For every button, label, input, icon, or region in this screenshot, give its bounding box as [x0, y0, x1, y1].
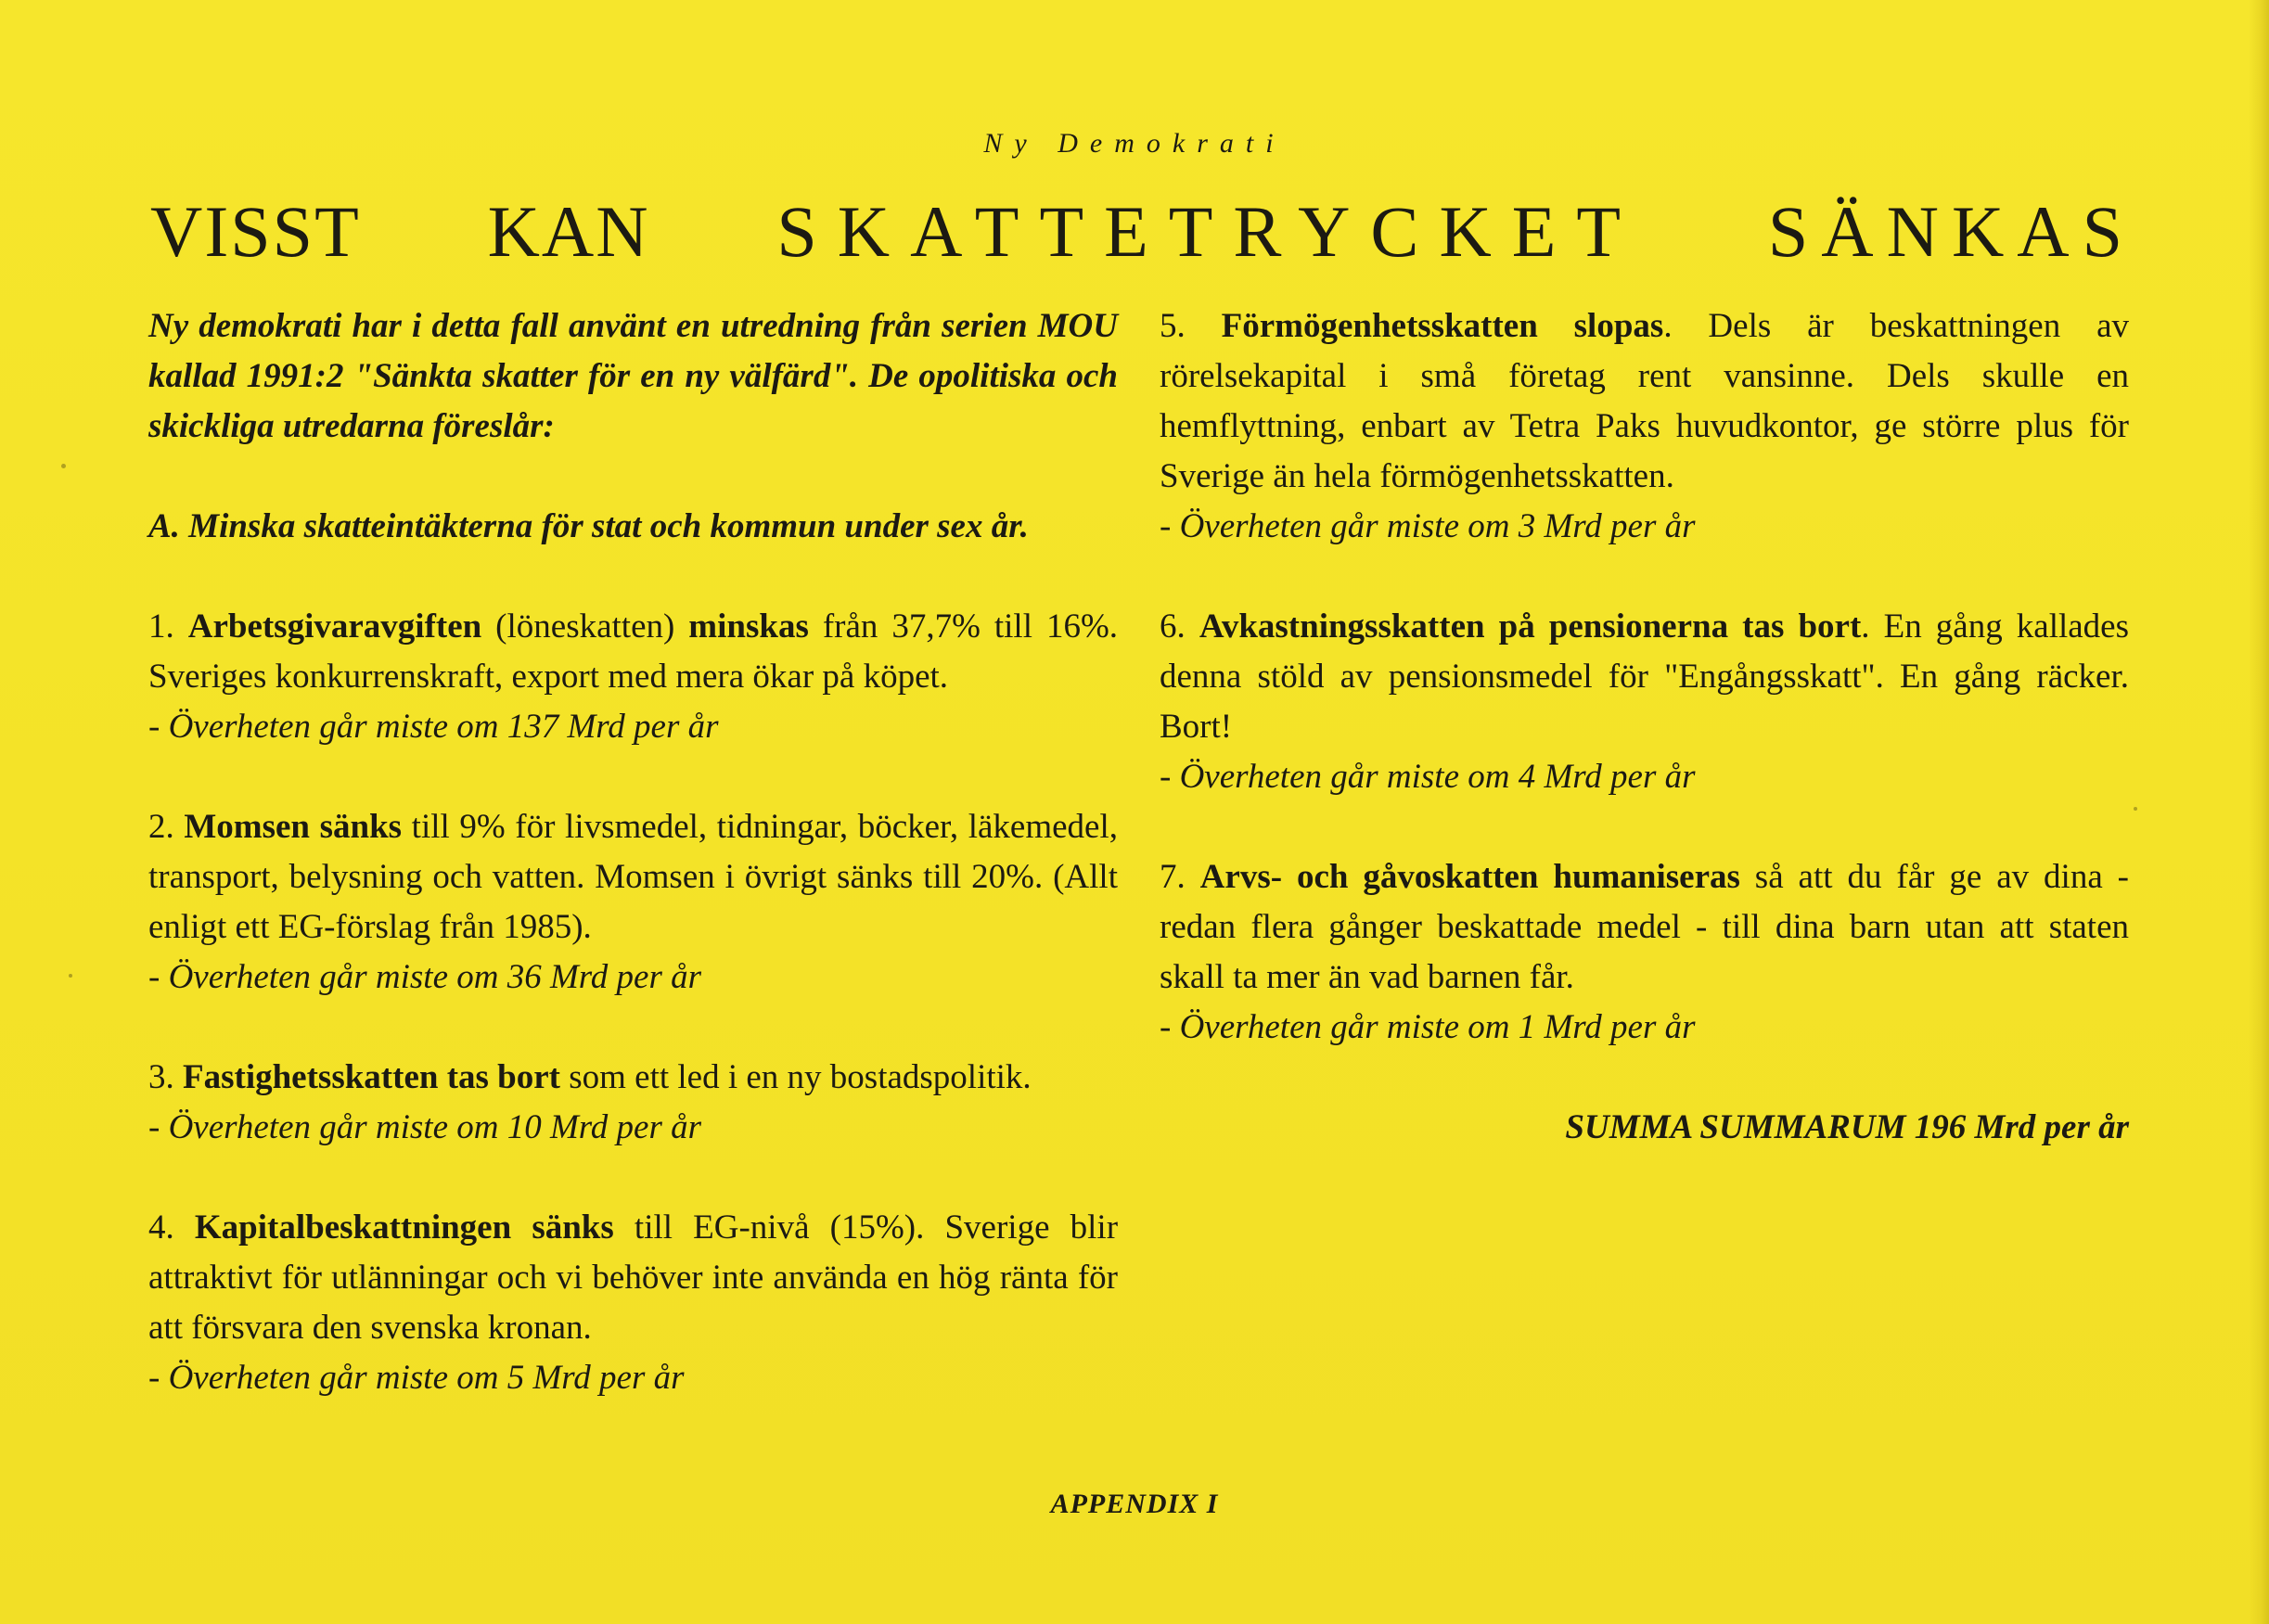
proposal-number: 6. — [1160, 607, 1186, 646]
revenue-loss: - Överheten går miste om 3 Mrd per år — [1160, 507, 1696, 545]
right-column — [1160, 301, 2129, 1153]
proposal-text — [148, 602, 1118, 702]
proposal-body: . En gång kallades denna stöld av pensionsmedel för "Engångsskatt". En gång räcker. Bort! — [1160, 607, 2130, 746]
page-title — [150, 190, 2135, 274]
proposal-item-4 — [148, 1203, 1118, 1403]
proposal-bold: Momsen sänks — [184, 808, 403, 846]
revenue-loss: - Överheten går miste om 137 Mrd per år — [148, 708, 719, 746]
proposal-item-5 — [1160, 301, 2129, 552]
proposal-body: som ett led i en ny bostadspolitik. — [559, 1058, 1032, 1096]
proposal-body: . Dels är beskattningen av rörelsekapital i små företag rent vansinne. Dels skulle en hemflyttning, enbart av Tetra Paks huvudkontor, ge större plus för Sverige än hela förmögenhetsskatten. — [1160, 307, 2129, 495]
proposal-body: till EG-nivå (15%). Sverige blir attraktivt för utlänningar och vi behöver inte använda en hög ränta för att försvara den svenska kronan. — [148, 1208, 1119, 1347]
proposal-text — [1160, 852, 2129, 1003]
party-name: Ny Demokrati — [983, 128, 1286, 159]
revenue-loss: - Överheten går miste om 4 Mrd per år — [1160, 758, 1696, 796]
paper-speck — [69, 974, 72, 978]
proposal-bold: Kapitalbeskattningen sänks — [194, 1208, 614, 1247]
revenue-loss: - Överheten går miste om 5 Mrd per år — [148, 1359, 685, 1397]
title-word: SKATTETRYCKET — [776, 191, 1642, 272]
proposal-text — [1160, 301, 2129, 502]
title-word: SÄNKAS — [1767, 191, 2135, 272]
section-heading: A. Minska skatteintäkterna för stat och kommun under sex år. — [148, 507, 1029, 545]
proposal-body: från 37,7% till 16%. Sveriges konkurrenskraft, export med mera ökar på köpet. — [148, 607, 1119, 696]
proposal-item-1 — [148, 602, 1118, 752]
proposal-number: 3. — [148, 1058, 174, 1096]
intro-paragraph: Ny demokrati har i detta fall använt en utredning från serien MOU kallad 1991:2 "Sänkta skatter för en ny välfärd". De opolitiska och skickliga utredarna föreslår: — [148, 307, 1118, 445]
revenue-loss: - Överheten går miste om 10 Mrd per år — [148, 1108, 702, 1146]
summary-total: SUMMA SUMMARUM 196 Mrd per år — [1565, 1108, 2129, 1146]
revenue-loss: - Överheten går miste om 36 Mrd per år — [148, 958, 702, 996]
proposal-number: 4. — [148, 1208, 174, 1247]
proposal-item-7 — [1160, 852, 2129, 1053]
proposal-number: 2. — [148, 808, 174, 846]
proposal-body: så att du får ge av dina - redan flera gånger beskattade medel - till dina barn utan att staten skall ta mer än vad barnen får. — [1160, 858, 2129, 996]
appendix-label: APPENDIX I — [1050, 1489, 1219, 1519]
proposal-bold: Arvs- och gåvoskatten humaniseras — [1199, 858, 1740, 896]
left-column — [148, 301, 1118, 1403]
proposal-item-6 — [1160, 602, 2129, 802]
proposal-item-3 — [148, 1053, 1118, 1153]
proposal-number: 1. — [148, 607, 174, 646]
proposal-number: 7. — [1160, 858, 1186, 896]
proposal-text — [148, 1203, 1118, 1353]
proposal-text — [148, 802, 1118, 953]
proposal-bold: Fastighetsskatten tas bort — [183, 1058, 560, 1096]
proposal-number: 5. — [1160, 307, 1186, 345]
title-word: KAN — [487, 191, 650, 272]
proposal-bold: minskas — [688, 607, 809, 646]
revenue-loss: - Överheten går miste om 1 Mrd per år — [1160, 1008, 1696, 1046]
proposal-bold: Arbetsgivaravgiften — [187, 607, 482, 646]
paper-speck — [61, 464, 66, 468]
proposal-body: till 9% för livsmedel, tidningar, böcker, läkemedel, transport, belysning och vatten. Momsen i övrigt sänks till 20%. (Allt enligt ett EG-förslag från 1985). — [148, 808, 1119, 946]
proposal-mid: (löneskatten) — [481, 607, 689, 646]
proposal-text — [1160, 602, 2129, 752]
proposal-bold: Förmögenhetsskatten slopas — [1221, 307, 1664, 345]
paper-speck — [2134, 807, 2137, 811]
title-word: VISST — [150, 191, 361, 272]
proposal-bold: Avkastningsskatten på pensionerna tas bort — [1199, 607, 1862, 646]
proposal-text — [148, 1053, 1118, 1103]
page-edge — [2249, 0, 2269, 1624]
proposal-item-2 — [148, 802, 1118, 1003]
